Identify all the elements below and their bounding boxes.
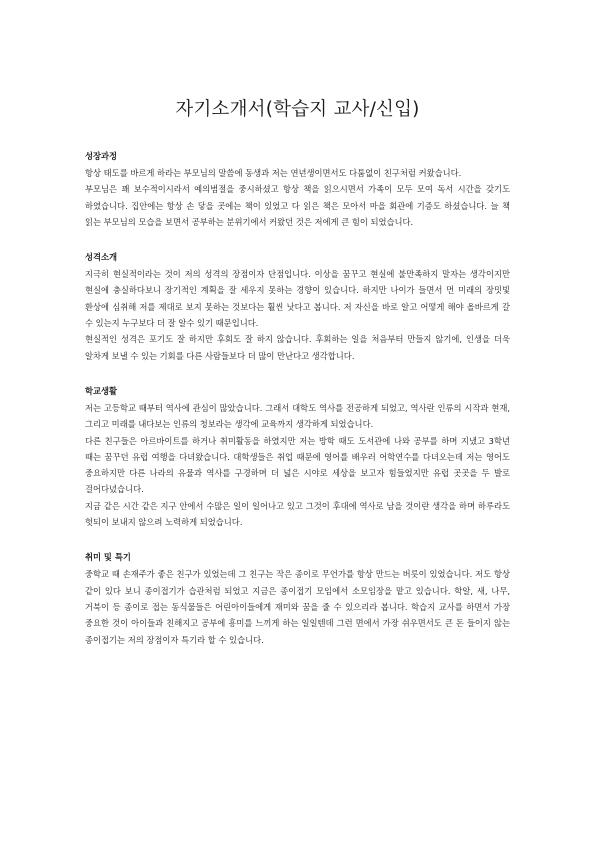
section-paragraph: 현실적인 성격은 포기도 잘 하지만 후회도 잘 하지 않습니다. 후회하는 일을 처음부터 만들지 않기에, 인생을 더욱 알차게 보낼 수 있는 기회를 다른 사람들보다 더 많이 만난다고 생각합니다. xyxy=(85,334,510,361)
section-hobbies xyxy=(85,549,510,647)
section-personality xyxy=(85,249,510,364)
section-paragraph: 중학교 때 손재주가 좋은 친구가 있었는데 그 친구는 작은 종이로 무언가를 항상 만드는 버릇이 있었습니다. 저도 항상 같이 있다 보니 종이접기가 습관처럼 되었고 지금은 종이접기 모임에서 소모임장을 맡고 있습니다. 학알, 새, 나무, 거북이 등 종이로 접는 동식물들은 어린아이들에게 재미와 꿈을 줄 수 있으리라 봅니다. 학습지 교사를 하면서 가장 중요한 것이 아이들과 친해지고 공부에 흥미를 느끼게 하는 일일텐데 그런 면에서 가장 쉬우면서도 큰 돈 들이지 않는 종이접기는 저의 장점이자 특기라 할 수 있습니다. xyxy=(85,569,510,645)
section-paragraph: 지금 같은 시간 같은 지구 안에서 수많은 일이 일어나고 있고 그것이 후대에 역사로 남을 것이란 생각을 하며 하루라도 헛되이 보내지 않으려 노력하게 되었습니다. xyxy=(85,500,510,528)
document-title: 자기소개서(학습지 교사/신입) xyxy=(175,99,420,120)
section-paragraph: 부모님은 꽤 보수적이시라서 예의범절을 중시하셨고 항상 책을 읽으시면서 가족이 모두 모여 독서 시간을 갖기도 하였습니다. 집안에는 항상 손 닿을 곳에는 책이 있었고 다 읽은 책은 모아서 마을 회관에 기증도 하셨습니다. 늘 책 읽는 부모님의 모습을 보면서 공부하는 분위기에서 커왔던 것은 저에게 큰 힘이 되었습니다. xyxy=(85,184,510,227)
section-paragraph: 항상 태도를 바르게 하라는 부모님의 말씀에 동생과 저는 연년생이면서도 다툼없이 친구처럼 커왔습니다. xyxy=(85,168,462,178)
section-heading: 취미 및 특기 xyxy=(85,552,131,563)
section-paragraph: 지극히 현실적이라는 것이 저의 성격의 장점이자 단점입니다. 이상을 꿈꾸고 현실에 불만족하지 말자는 생각이지만 현실에 충실하다보니 장기적인 계획을 잘 세우지 못하는 경향이 있습니다. 하지만 나이가 들면서 먼 미래의 장밋빛 환상에 심취해 저를 제대로 보지 못하는 것보다는 훨씬 낫다고 봅니다. 저 자신을 바로 알고 어떻게 해야 올바르게 갈 수 있는지 누구보다 더 잘 알수 있기 때문입니다. xyxy=(85,269,510,329)
section-heading: 학교생활 xyxy=(85,385,118,396)
section-paragraph: 다른 친구들은 아르바이트를 하거나 취미활동을 하였지만 저는 방학 때도 도서관에 나와 공부를 하며 지냈고 3학년 때는 꿈꾸던 유럽 여행을 다녀왔습니다. 대학생들은 취업 때문에 영어를 배우러 어학연수를 다녀오는데 저는 영어도 중요하지만 다른 나라의 유물과 역사를 구경하며 더 넓은 시야로 세상을 보고자 힘들었지만 유럽 곳곳을 두 발로 걸어다녔습니다. xyxy=(85,435,510,495)
section-growth xyxy=(85,148,510,230)
section-heading: 성장과정 xyxy=(85,151,118,161)
section-heading: 성격소개 xyxy=(85,252,118,263)
section-school-life xyxy=(85,383,510,530)
section-paragraph: 저는 고등학교 때부터 역사에 관심이 많았습니다. 그래서 대학도 역사를 전공하게 되었고, 역사란 인류의 시작과 현재, 그리고 미래를 내다보는 인류의 청보라는 생각에 교육까지 생각하게 되었습니다. xyxy=(85,402,510,430)
